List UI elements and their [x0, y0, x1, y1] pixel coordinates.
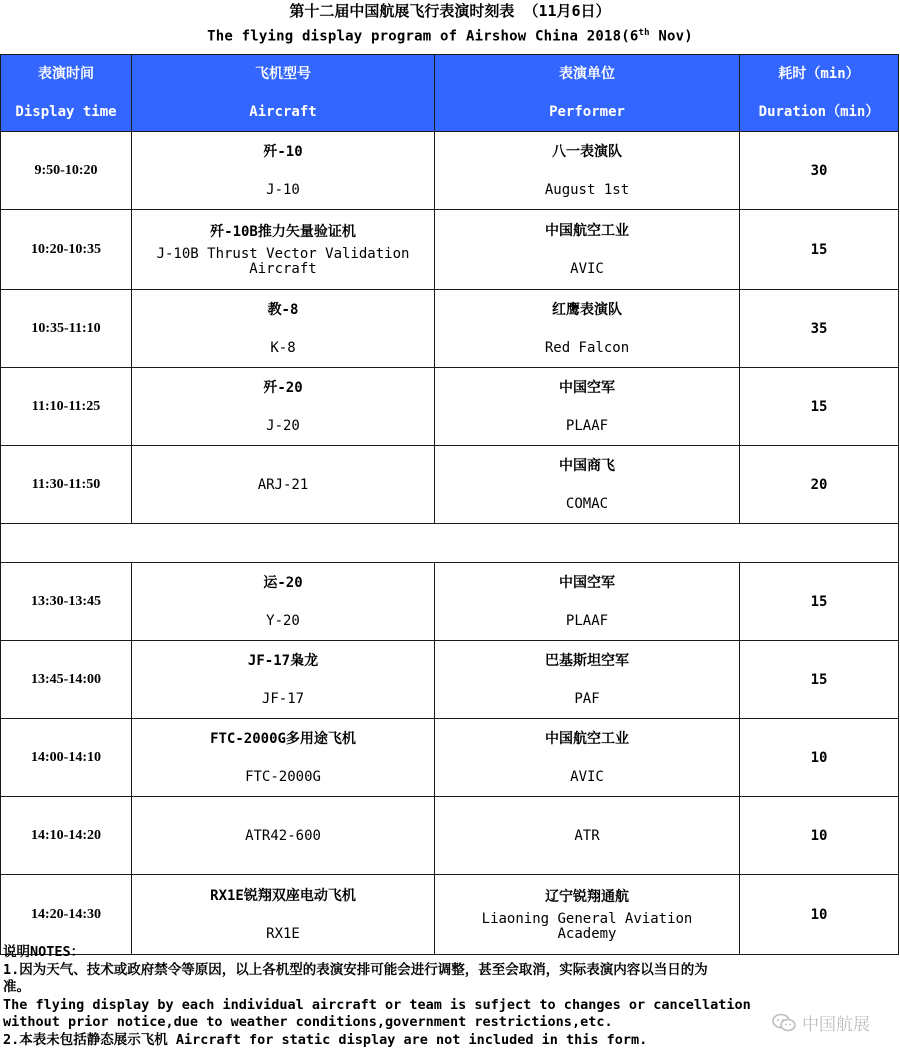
header-performer-zh: 表演单位: [559, 66, 615, 82]
performer-zh: 中国航空工业: [545, 222, 629, 239]
performer-cell: [435, 132, 740, 210]
break-row: [1, 524, 899, 563]
performer-en: Liaoning General Aviation Academy: [481, 910, 693, 942]
notes-line-5: 2.本表未包括静态展示飞机 Aircraft for static display are not included in this form.: [3, 1031, 648, 1048]
aircraft-cell: [132, 641, 435, 719]
time-cell: 10:35-11:10: [1, 290, 132, 368]
notes-heading: 说明NOTES：: [3, 944, 85, 960]
title-zh: 第十二届中国航展飞行表演时刻表 （11月6日）: [289, 2, 611, 20]
aircraft-zh: 教-8: [267, 301, 299, 318]
header-aircraft-en: Aircraft: [249, 104, 317, 120]
table-row: [1, 875, 899, 955]
performer-zh: 红鹰表演队: [552, 301, 622, 318]
duration-cell: 35: [740, 290, 899, 368]
performer-en: PAF: [574, 690, 600, 707]
header-performer-en: Performer: [549, 104, 625, 120]
aircraft-zh: RX1E锐翔双座电动飞机: [210, 887, 356, 904]
aircraft-cell: [132, 290, 435, 368]
performer-cell: [435, 446, 740, 524]
aircraft-zh: 运-20: [263, 574, 303, 591]
performer-en: PLAAF: [565, 612, 609, 629]
header-time: [1, 55, 132, 132]
aircraft-cell: [132, 563, 435, 641]
performer-zh: 八一表演队: [552, 143, 622, 160]
aircraft-en: K-8: [270, 339, 296, 356]
schedule-table: [0, 54, 899, 955]
title-en: [0, 24, 900, 46]
notes-line-2: 准。: [3, 979, 30, 995]
aircraft-zh: 歼-10B推力矢量验证机: [210, 223, 356, 240]
aircraft-cell: [132, 210, 435, 290]
duration-cell: 10: [740, 875, 899, 955]
header-time-en: Display time: [15, 104, 117, 120]
table-row: [1, 210, 899, 290]
aircraft-en: ATR42-600: [245, 827, 321, 844]
performer-zh: 辽宁锐翔通航: [545, 888, 629, 905]
duration-cell: 10: [740, 797, 899, 875]
duration-cell: 15: [740, 368, 899, 446]
notes-line-3: The flying display by each individual aircraft or team is sufject to changes or cancellation: [3, 996, 751, 1013]
performer-cell: [435, 719, 740, 797]
performer-cell: [435, 290, 740, 368]
break-cell: [1, 524, 899, 563]
notes-section: [3, 944, 898, 1049]
time-cell: 9:50-10:20: [1, 132, 132, 210]
performer-cell: [435, 641, 740, 719]
aircraft-cell: [132, 132, 435, 210]
aircraft-zh: 歼-20: [263, 379, 303, 396]
performer-cell: [435, 875, 740, 955]
duration-cell: 15: [740, 641, 899, 719]
time-cell: 11:10-11:25: [1, 368, 132, 446]
time-cell: 10:20-10:35: [1, 210, 132, 290]
duration-cell: 10: [740, 719, 899, 797]
duration-cell: 20: [740, 446, 899, 524]
title-en-suffix: Nov): [649, 28, 693, 45]
header-time-zh: 表演时间: [38, 66, 94, 82]
aircraft-en: RX1E: [266, 925, 300, 942]
table-row: [1, 641, 899, 719]
performer-cell: [435, 210, 740, 290]
table-row: [1, 719, 899, 797]
table-row: [1, 132, 899, 210]
performer-zh: 中国航空工业: [545, 730, 629, 747]
table-row: [1, 368, 899, 446]
aircraft-cell: [132, 875, 435, 955]
aircraft-en: J-20: [266, 417, 300, 434]
aircraft-en: J-10: [266, 181, 300, 198]
performer-cell: [435, 797, 740, 875]
aircraft-cell: [132, 446, 435, 524]
performer-en: August 1st: [544, 181, 630, 198]
performer-en: AVIC: [570, 260, 604, 277]
performer-cell: [435, 368, 740, 446]
performer-zh: 巴基斯坦空军: [545, 652, 629, 669]
performer-cell: [435, 563, 740, 641]
performer-zh: 中国商飞: [559, 457, 615, 474]
header-duration-en: Duration（min）: [758, 104, 880, 120]
notes-line-4: without prior notice,due to weather conditions,government restrictions,etc.: [3, 1014, 613, 1030]
table-row: [1, 290, 899, 368]
header-performer: [435, 55, 740, 132]
watermark-text: 中国航展: [802, 1015, 870, 1035]
aircraft-en: J-10B Thrust Vector Validation Aircraft: [156, 245, 410, 277]
table-row: [1, 563, 899, 641]
performer-en: PLAAF: [565, 417, 609, 434]
time-cell: 14:20-14:30: [1, 875, 132, 955]
header-duration: [740, 55, 899, 132]
aircraft-en: Y-20: [266, 612, 300, 629]
duration-cell: 15: [740, 563, 899, 641]
header-duration-zh: 耗时（min）: [778, 66, 860, 82]
duration-cell: 15: [740, 210, 899, 290]
table-row: [1, 446, 899, 524]
aircraft-en: ARJ-21: [257, 476, 309, 493]
aircraft-cell: [132, 797, 435, 875]
performer-en: ATR: [574, 827, 600, 844]
performer-en: COMAC: [565, 495, 609, 512]
time-cell: 11:30-11:50: [1, 446, 132, 524]
wechat-icon: [772, 1013, 796, 1033]
header-aircraft: [132, 55, 435, 132]
time-cell: 14:00-14:10: [1, 719, 132, 797]
performer-en: Red Falcon: [544, 339, 630, 356]
time-cell: 13:30-13:45: [1, 563, 132, 641]
header-aircraft-zh: 飞机型号: [255, 66, 311, 82]
title-en-sup: th: [638, 28, 650, 38]
aircraft-zh: JF-17枭龙: [247, 652, 319, 669]
performer-zh: 中国空军: [559, 574, 615, 591]
title-en-prefix: The flying display program of Airshow China 2018(6: [207, 28, 639, 45]
notes-line-1: 1.因为天气、技术或政府禁令等原因，以上各机型的表演安排可能会进行调整，甚至会取消，实际表演内容以当日的为: [3, 961, 708, 978]
aircraft-cell: [132, 719, 435, 797]
aircraft-en: FTC-2000G: [245, 768, 321, 785]
aircraft-cell: [132, 368, 435, 446]
duration-cell: 30: [740, 132, 899, 210]
table-row: [1, 797, 899, 875]
performer-en: AVIC: [570, 768, 604, 785]
performer-zh: 中国空军: [559, 379, 615, 396]
header-row: [1, 55, 899, 132]
aircraft-zh: FTC-2000G多用途飞机: [210, 730, 356, 747]
time-cell: 14:10-14:20: [1, 797, 132, 875]
time-cell: 13:45-14:00: [1, 641, 132, 719]
aircraft-zh: 歼-10: [263, 143, 303, 160]
watermark: [772, 1010, 870, 1035]
aircraft-en: JF-17: [261, 690, 305, 707]
